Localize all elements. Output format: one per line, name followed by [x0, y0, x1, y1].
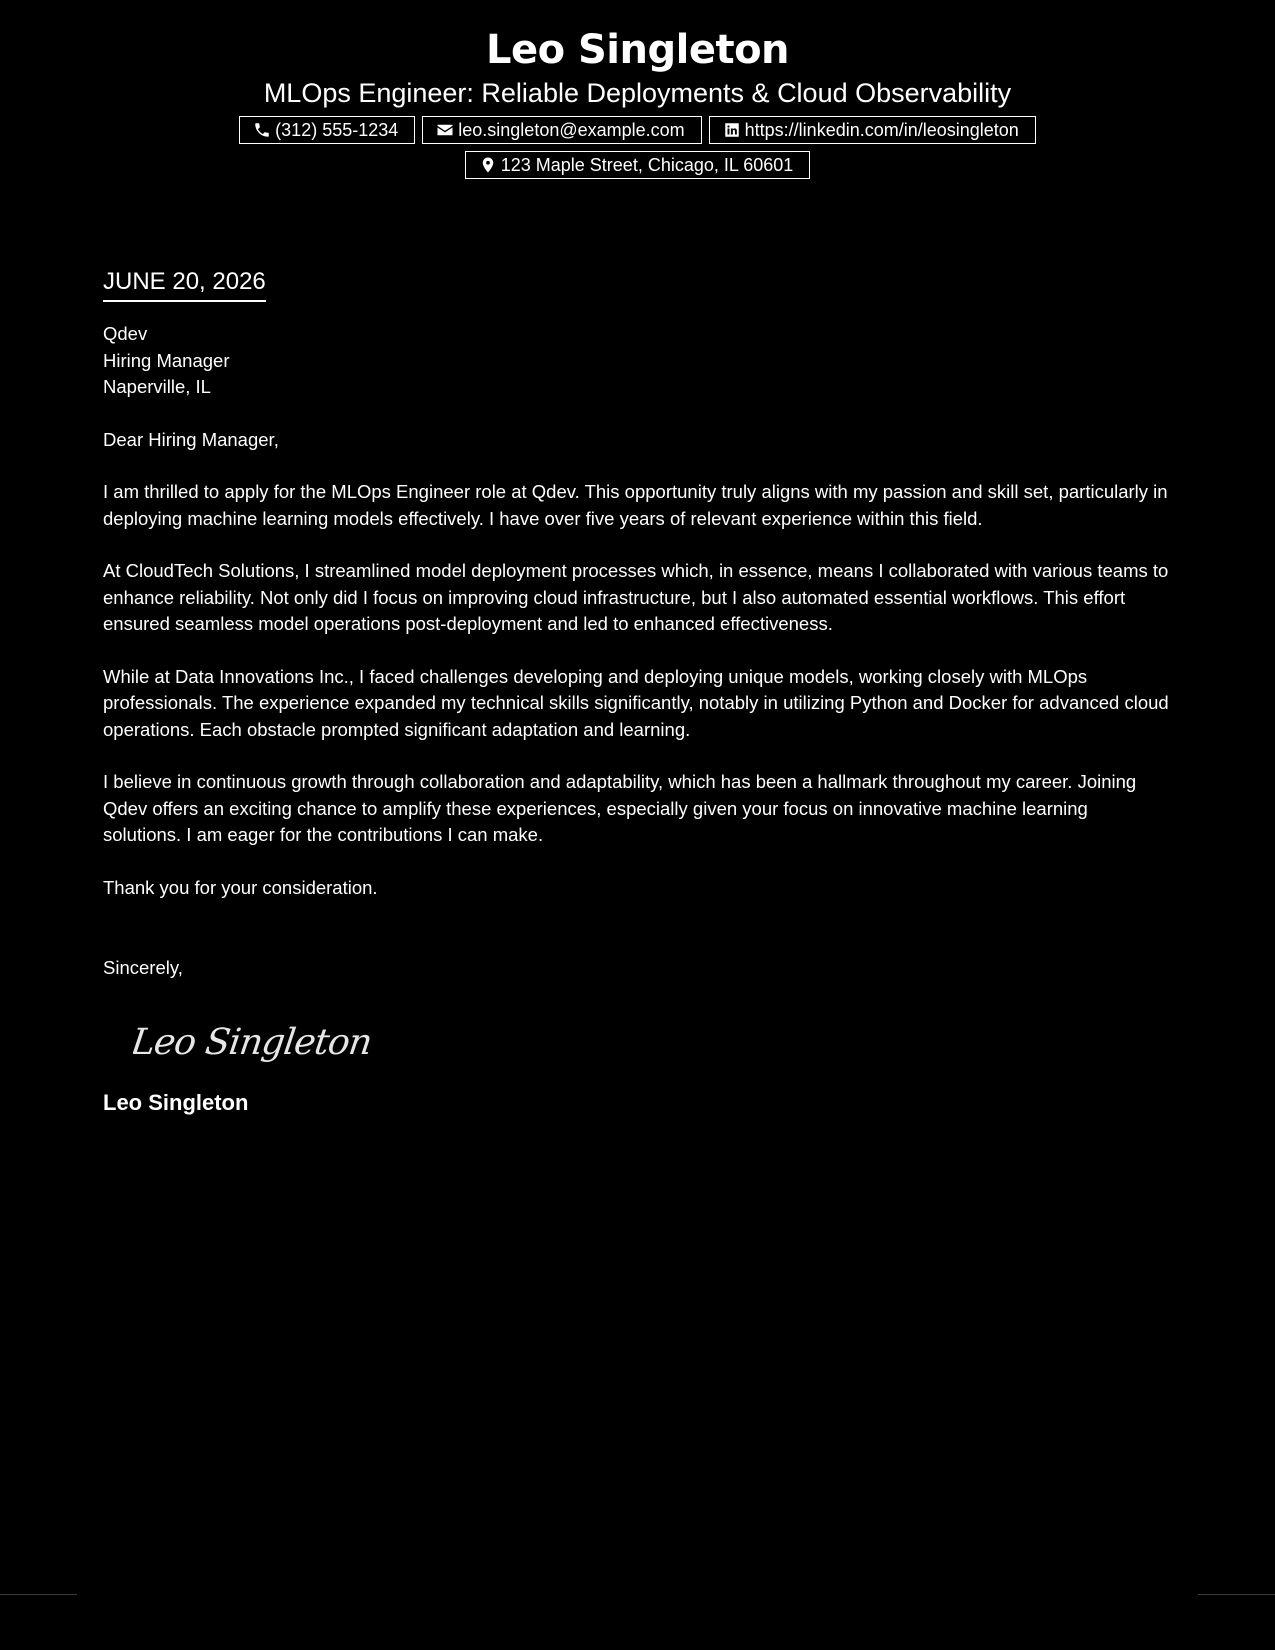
- footer-rule-left: [0, 1594, 77, 1595]
- signature-graphic: [133, 1002, 433, 1082]
- contact-phone-text: (312) 555-1234: [275, 119, 399, 140]
- map-pin-icon: [479, 156, 497, 174]
- body-paragraph: While at Data Innovations Inc., I faced challenges developing and deploying unique models, working closely with MLOps professionals. The experience expanded my technical skills significantly, notably in utilizing Python and Docker for advanced cloud operations. Each obstacle prompted significant adaptation and learning.: [103, 665, 1169, 740]
- body-paragraph: I believe in continuous growth through collaboration and adaptability, which has been a hallmark throughout my career. Joining Qdev offers an exciting chance to amplify these experiences, especially given your focus on innovative machine learning solutions. I am eager for the contributions I can make.: [103, 771, 1137, 845]
- contact-linkedin-text: https://linkedin.com/in/leosingleton: [744, 119, 1019, 140]
- envelope-icon: [436, 121, 454, 139]
- contact-linkedin[interactable]: [709, 116, 1036, 144]
- applicant-tagline: MLOps Engineer: Reliable Deployments & Cloud Observability: [263, 78, 1012, 108]
- closing-line: Sincerely,: [103, 957, 183, 978]
- contact-row-secondary: [0, 151, 1275, 179]
- thanks-line: Thank you for your consideration.: [103, 876, 378, 898]
- contact-address-text: 123 Maple Street, Chicago, IL 60601: [500, 154, 794, 175]
- salutation: Dear Hiring Manager,: [103, 428, 279, 450]
- contact-email[interactable]: [422, 116, 701, 144]
- applicant-name: Leo Singleton: [485, 27, 790, 73]
- recipient-company: Qdev: [103, 323, 148, 344]
- letter-date: JUNE 20, 2026: [103, 264, 266, 302]
- recipient-title: Hiring Manager: [103, 349, 230, 371]
- contact-row-primary: [0, 116, 1275, 144]
- contact-phone[interactable]: [239, 116, 415, 144]
- handwritten-signature: [133, 1002, 1171, 1082]
- contact-address[interactable]: [465, 151, 811, 179]
- recipient-block: [103, 321, 1171, 401]
- linkedin-icon: [723, 121, 741, 139]
- letter-header: [0, 0, 1275, 179]
- body-paragraph: At CloudTech Solutions, I streamlined model deployment processes which, in essence, means I collaborated with various teams to enhance reliability. Not only did I focus on improving cloud infrastructure, but I also automated essential workflows. This effort ensured seamless model operations post-deployment and led to enhanced effectiveness.: [103, 560, 1169, 634]
- signature-text: Leo Singleton: [133, 1019, 375, 1063]
- contact-email-text: leo.singleton@example.com: [458, 119, 685, 140]
- letter-body: [103, 264, 1171, 1118]
- phone-icon: [253, 121, 271, 139]
- body-paragraph: I am thrilled to apply for the MLOps Engineer role at Qdev. This opportunity truly aligns with my passion and skill set, particularly in deploying machine learning models effectively. I have over five years of relevant experience within this field.: [103, 481, 1168, 529]
- footer-rule-right: [1198, 1594, 1275, 1595]
- signer-name: Leo Singleton: [103, 1089, 249, 1115]
- recipient-location: Naperville, IL: [103, 376, 211, 397]
